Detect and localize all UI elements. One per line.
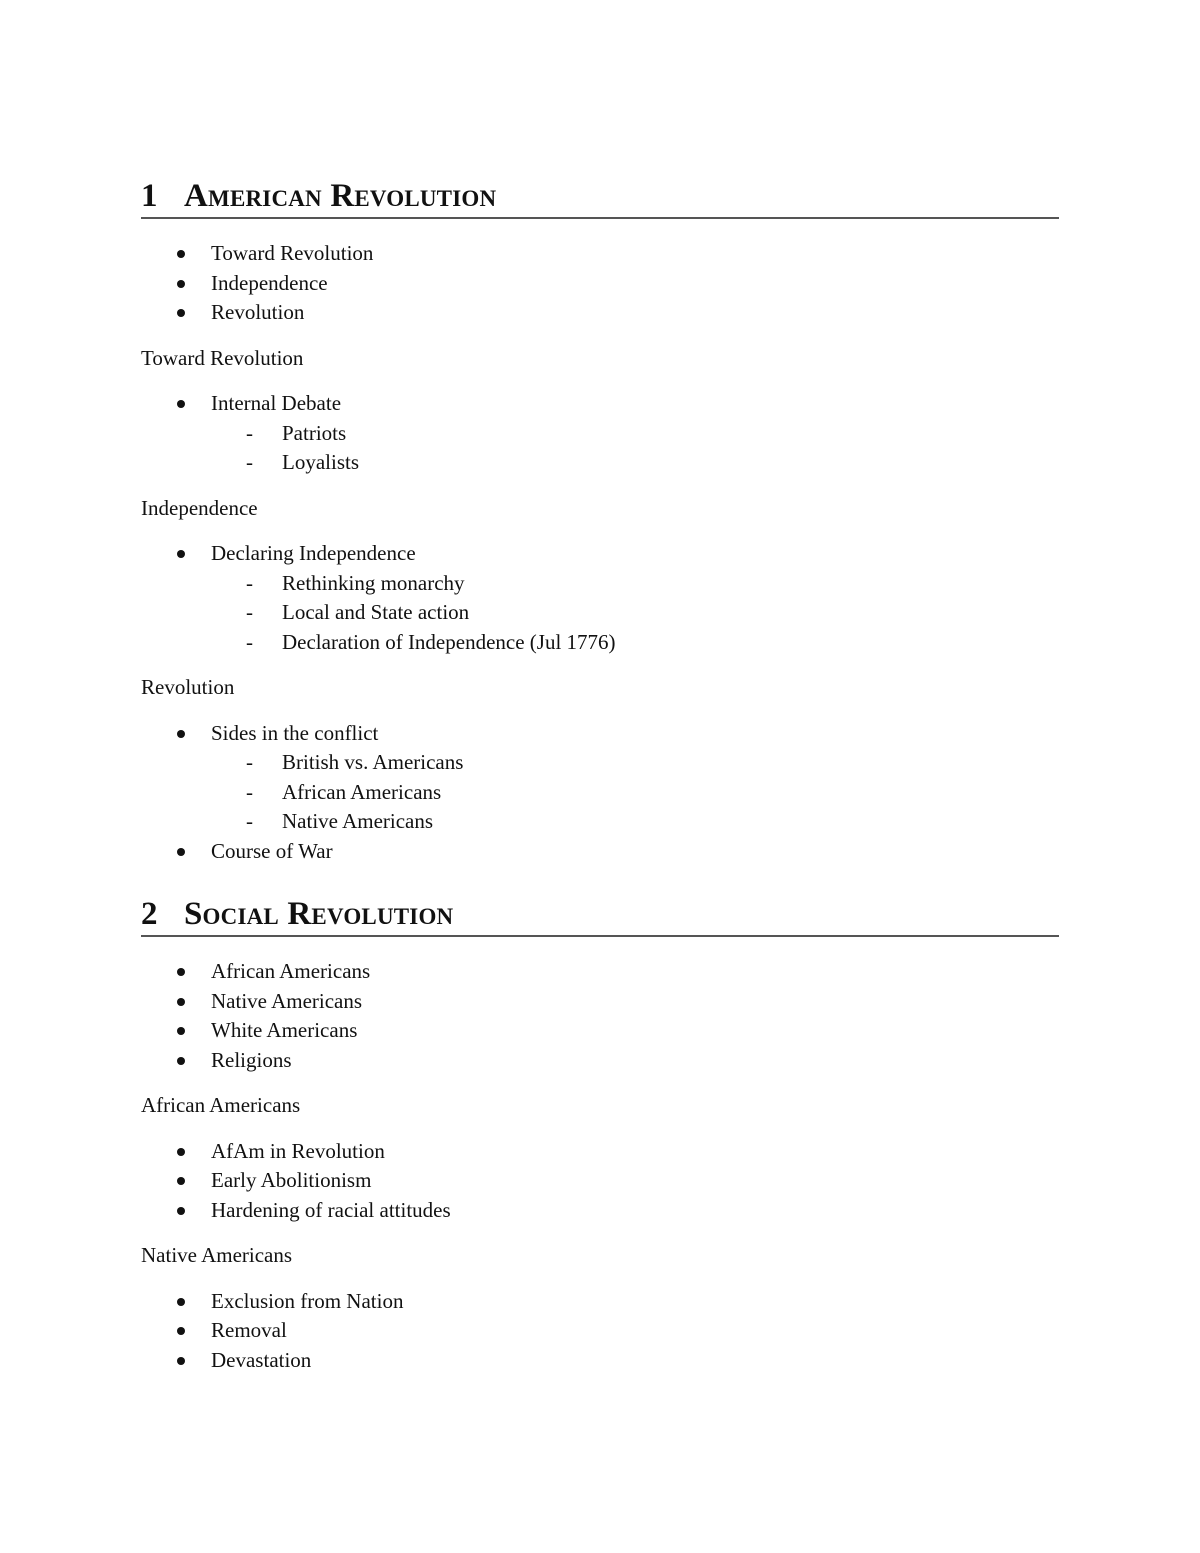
list-item: [141, 1346, 1059, 1376]
list-item: [141, 1166, 1059, 1196]
sub-list: [211, 569, 1059, 658]
list-item-text: Devastation: [211, 1347, 312, 1372]
sub-list-item: [211, 748, 1059, 778]
list-item-text: African Americans: [211, 959, 371, 983]
list-item: [141, 1046, 1059, 1076]
bullet-icon: [177, 1207, 185, 1215]
sub-list-item-text: Declaration of Independence (Jul 1776): [282, 629, 616, 654]
section-title: American Revolution: [184, 178, 497, 214]
bullet-icon: [177, 1298, 185, 1306]
list-item: [141, 1287, 1059, 1317]
list-item-text: Declaring Independence: [211, 541, 416, 565]
subsection-list: [141, 1137, 1059, 1226]
list-item-text: Religions: [211, 1047, 292, 1072]
list-item: [141, 957, 1059, 987]
list-item: [141, 837, 1059, 867]
subsection-title: Independence: [141, 495, 258, 520]
list-item: [141, 239, 1059, 269]
sub-list-item: [211, 807, 1059, 837]
list-item-text: Removal: [211, 1318, 287, 1342]
dash-marker: -: [246, 809, 253, 833]
bullet-icon: [177, 1057, 185, 1065]
overview-list: [141, 239, 1059, 328]
list-item-text: Independence: [211, 270, 328, 295]
sub-list-item: [211, 598, 1059, 628]
bullet-icon: [177, 1357, 185, 1365]
list-item-text: Exclusion from Nation: [211, 1288, 404, 1313]
sub-list-item-text: Native Americans: [282, 809, 434, 833]
bullet-icon: [177, 1148, 185, 1156]
sub-list-item: [211, 569, 1059, 599]
list-item-text: White Americans: [211, 1018, 358, 1042]
bullet-icon: [177, 1177, 185, 1185]
sub-list-item: [211, 448, 1059, 478]
bullet-icon: [177, 730, 185, 738]
section-number: 1: [141, 178, 158, 214]
list-item: [141, 1316, 1059, 1346]
sub-list: [211, 419, 1059, 478]
subsection-list: [141, 1287, 1059, 1376]
list-item: [141, 1137, 1059, 1167]
bullet-icon: [177, 550, 185, 558]
sub-list-item-text: Rethinking monarchy: [282, 570, 465, 595]
bullet-icon: [177, 848, 185, 856]
sub-list-item-text: Loyalists: [282, 450, 359, 474]
sub-list-item-text: Patriots: [282, 420, 347, 445]
list-item: [141, 987, 1059, 1017]
list-item-text: Internal Debate: [211, 391, 342, 415]
list-item: [141, 539, 1059, 657]
list-item-text: Revolution: [211, 300, 305, 324]
section-number: 2: [141, 896, 158, 932]
subsection-title: Revolution: [141, 675, 235, 699]
subsection-title: African Americans: [141, 1093, 301, 1117]
subsection-title: Native Americans: [141, 1243, 293, 1267]
dash-marker: -: [246, 779, 253, 804]
bullet-icon: [177, 280, 185, 288]
list-item-text: Sides in the conflict: [211, 720, 379, 745]
list-item-text: Toward Revolution: [211, 241, 374, 265]
section-social-revolution: [141, 896, 1059, 1375]
section-title: Social Revolution: [184, 896, 454, 932]
sub-list-item-text: African Americans: [282, 779, 442, 804]
sub-list-item-text: British vs. Americans: [282, 750, 464, 774]
sub-list: [211, 748, 1059, 837]
overview-list: [141, 957, 1059, 1075]
subsection-list: [141, 539, 1059, 657]
dash-marker: -: [246, 450, 253, 474]
dash-marker: -: [246, 570, 253, 595]
section-heading: [141, 178, 1059, 219]
sub-list-item-text: Local and State action: [282, 600, 470, 624]
section-heading: [141, 896, 1059, 937]
dash-marker: -: [246, 420, 253, 445]
list-item: [141, 1016, 1059, 1046]
list-item-text: Course of War: [211, 838, 333, 863]
bullet-icon: [177, 1027, 185, 1035]
bullet-icon: [177, 1327, 185, 1335]
list-item: [141, 1196, 1059, 1226]
list-item-text: Native Americans: [211, 988, 363, 1013]
list-item: [141, 269, 1059, 299]
subsection-title: Toward Revolution: [141, 345, 304, 370]
subsection-list: [141, 389, 1059, 478]
dash-marker: -: [246, 600, 253, 624]
bullet-icon: [177, 998, 185, 1006]
sub-list-item: [211, 419, 1059, 449]
list-item: [141, 389, 1059, 478]
dash-marker: -: [246, 629, 253, 654]
section-american-revolution: [141, 178, 1059, 866]
list-item: [141, 298, 1059, 328]
bullet-icon: [177, 968, 185, 976]
bullet-icon: [177, 250, 185, 258]
list-item-text: Early Abolitionism: [211, 1168, 372, 1192]
list-item-text: AfAm in Revolution: [211, 1138, 385, 1163]
dash-marker: -: [246, 750, 253, 774]
sub-list-item: [211, 778, 1059, 808]
sub-list-item: [211, 628, 1059, 658]
list-item: [141, 719, 1059, 837]
bullet-icon: [177, 400, 185, 408]
subsection-list: [141, 719, 1059, 867]
bullet-icon: [177, 309, 185, 317]
list-item-text: Hardening of racial attitudes: [211, 1197, 451, 1222]
